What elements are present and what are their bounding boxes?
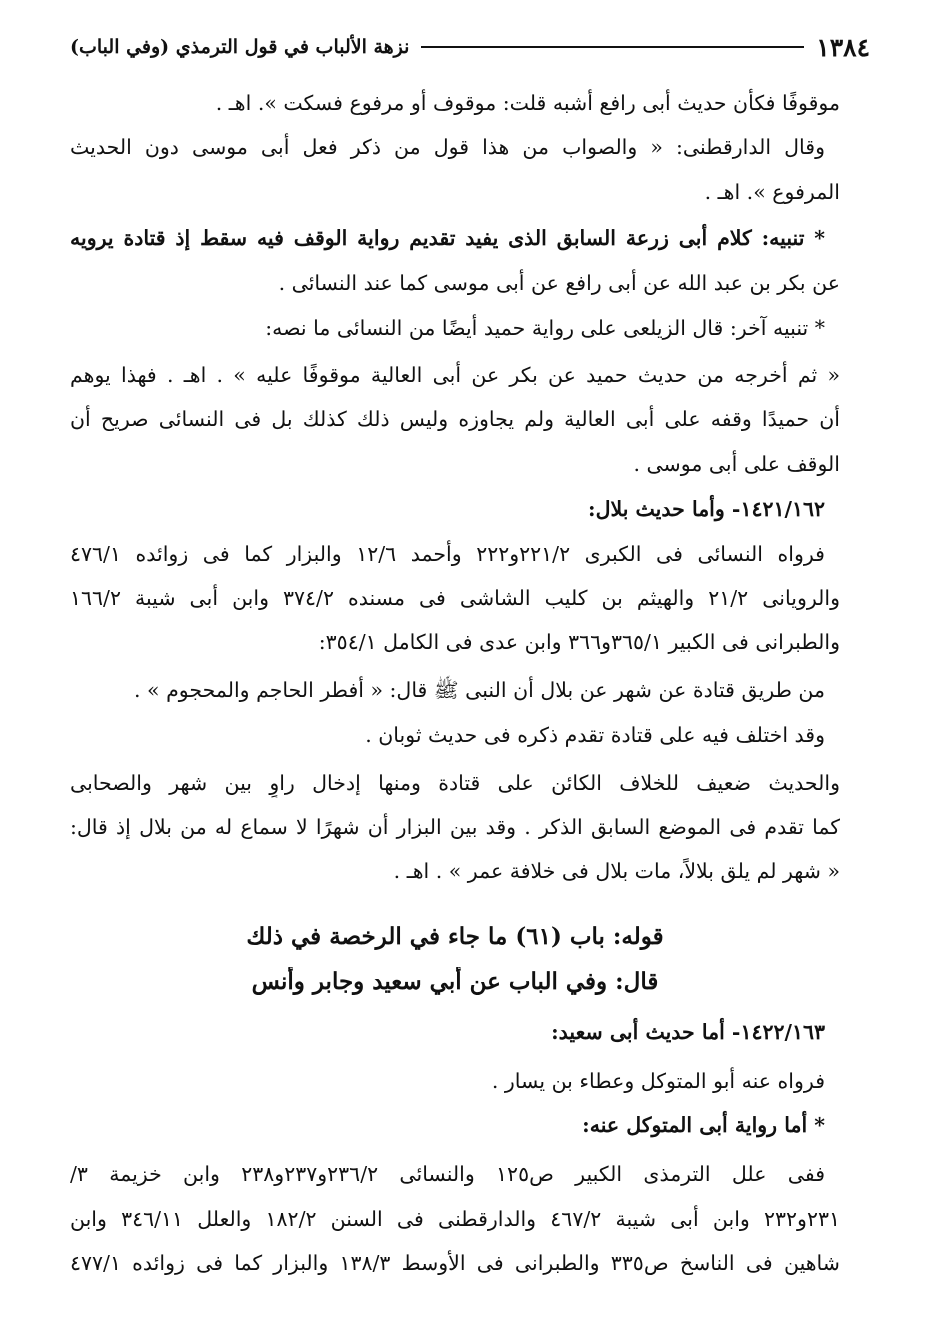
text-line: الوقف على أبى موسى . xyxy=(633,452,840,476)
header-rule xyxy=(421,46,804,48)
text-line: ففى علل الترمذى الكبير ص١٢٥ والنسائى ٢٣٦/٢و٢٣٧و٢٣٨ وابن خزيمة ٣/ xyxy=(70,1162,825,1186)
text-line: وقال الدارقطنى: « والصواب من هذا قول من ذكر فعل أبى موسى دون الحديث xyxy=(70,135,825,159)
hadith-heading: ١٤٢٢/١٦٣- أما حديث أبى سعيد: xyxy=(551,1020,825,1044)
text-line: والطبرانى فى الكبير ٣٦٥/١و٣٦٦ وابن عدى فى الكامل ٣٥٤/١: xyxy=(318,630,840,654)
text-line: موقوفًا فكأن حديث أبى رافع أشبه قلت: موقوف أو مرفوع فسكت ». اهـ . xyxy=(215,91,840,115)
running-header xyxy=(70,30,870,64)
text-line: كما تقدم فى الموضع السابق الذكر . وقد بين البزار أن شهرًا لا سماع له من بلال إذ قال: xyxy=(70,815,840,839)
note-line: * تنبيه آخر: قال الزيلعى على رواية حميد أيضًا من النسائى ما نصه: xyxy=(265,316,825,340)
chapter-title: قوله: باب (٦١) ما جاء في الرخصة في ذلك xyxy=(246,923,664,950)
text-line: وقد اختلف فيه على قتادة تقدم ذكره فى حديث ثوبان . xyxy=(365,723,825,747)
page-number: ١٣٨٤ xyxy=(816,32,870,62)
text-line: « شهر لم يلق بلالاً، مات بلال فى خلافة عمر » . اهـ . xyxy=(393,859,840,883)
text-line: ٢٣١و٢٣٢ وابن أبى شيبة ٤٦٧/٢ والدارقطنى فى السنن ١٨٢/٢ والعلل ٣٤٦/١١ وابن xyxy=(70,1207,840,1231)
chapter-subtitle: قال: وفي الباب عن أبي سعيد وجابر وأنس xyxy=(251,968,659,995)
note-line: * تنبيه: كلام أبى زرعة السابق الذى يفيد تقديم رواية الوقف فيه سقط إذ قتادة يرويه xyxy=(70,226,825,250)
running-title: نزهة الألباب في قول الترمذي (وفي الباب) xyxy=(70,36,410,58)
hadith-heading: ١٤٢١/١٦٢- وأما حديث بلال: xyxy=(588,497,825,521)
text-line: « ثم أخرجه من حديث حميد عن بكر عن أبى العالية موقوفًا عليه » . اهـ . فهذا يوهم xyxy=(70,363,840,387)
text-line: المرفوع ». اهـ . xyxy=(704,180,840,204)
text-line: فرواه النسائى فى الكبرى ٢٢١/٢و٢٢٢ وأحمد ١٢/٦ والبزار كما فى زوائده ٤٧٦/١ xyxy=(70,542,825,566)
text-line: فرواه عنه أبو المتوكل وعطاء بن يسار . xyxy=(491,1069,825,1093)
text-line: والرويانى ٢١/٢ والهيثم بن كليب الشاشى فى مسنده ٣٧٤/٢ وابن أبى شيبة ١٦٦/٢ xyxy=(70,586,840,610)
text-line: أن حميدًا وقفه على أبى العالية ولم يجاوزه وليس ذلك كذلك بل فى النسائى صريح أن xyxy=(70,407,840,431)
text-line: والحديث ضعيف للخلاف الكائن على قتادة ومنها إدخال راوٍ بين شهر والصحابى xyxy=(70,771,840,795)
text-line: عن بكر بن عبد الله عن أبى رافع عن أبى موسى كما عند النسائى . xyxy=(278,271,840,295)
text-line: شاهين فى الناسخ ص٣٣٥ والطبرانى فى الأوسط ١٣٨/٣ والبزار كما فى زوائده ٤٧٧/١ xyxy=(70,1251,840,1275)
text-line: من طريق قتادة عن شهر عن بلال أن النبى ﷺ قال: « أفطر الحاجم والمحجوم » . xyxy=(134,678,825,702)
section-heading: * أما رواية أبى المتوكل عنه: xyxy=(582,1113,825,1137)
